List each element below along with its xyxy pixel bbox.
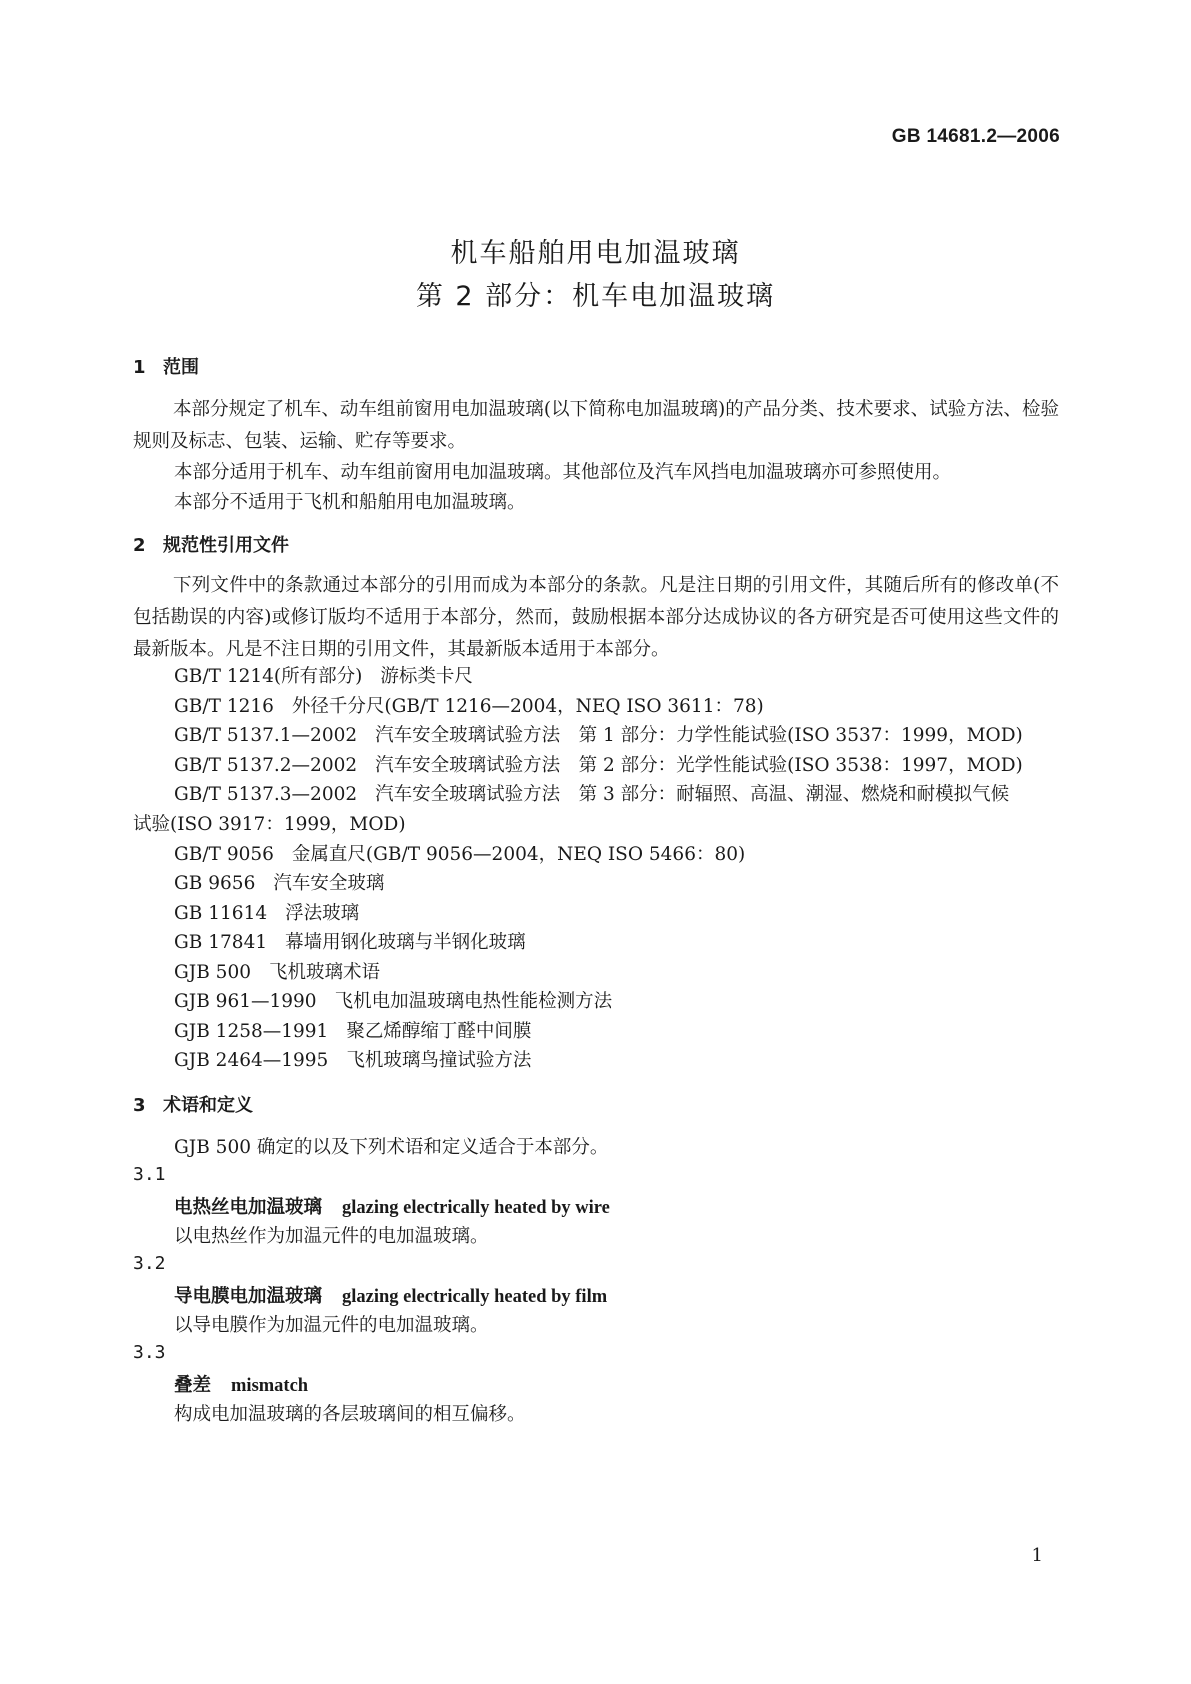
reference-code: GB 11614 (174, 903, 268, 924)
reference-item (174, 721, 1023, 747)
section-2-paragraph-1 (133, 570, 1059, 666)
term-zh: 叠差 (174, 1375, 212, 1396)
reference-item (174, 869, 384, 895)
reference-item-continuation: 试验(ISO 3917：1999，MOD) (133, 814, 406, 835)
term-en: glazing electrically heated by wire (342, 1198, 610, 1218)
reference-code: GB 9656 (174, 873, 256, 894)
reference-title: 飞机玻璃鸟撞试验方法 (346, 1050, 532, 1071)
reference-code: GB/T 5137.1—2002 (174, 725, 358, 746)
document-title-line2: 第 2 部分：机车电加温玻璃 (415, 281, 776, 312)
reference-item (174, 751, 1023, 777)
reference-item (174, 1046, 531, 1072)
reference-item (174, 928, 526, 954)
reference-title: 飞机电加温玻璃电热性能检测方法 (334, 991, 613, 1012)
document-title-line1: 机车船舶用电加温玻璃 (450, 238, 741, 269)
term-en: glazing electrically heated by film (342, 1287, 608, 1307)
term-number: 3.3 (133, 1342, 166, 1363)
section-number: 1 (133, 357, 146, 378)
section-title: 范围 (163, 357, 199, 378)
reference-code: GB 17841 (174, 932, 268, 953)
reference-item (174, 840, 745, 866)
term-en: mismatch (231, 1376, 309, 1396)
standard-number: GB 14681.2—2006 (891, 126, 1060, 147)
reference-code: GJB 2464—1995 (174, 1050, 329, 1071)
reference-item (174, 1017, 531, 1043)
term-heading (174, 1282, 607, 1308)
reference-code: GB/T 5137.2—2002 (174, 755, 358, 776)
reference-title: 汽车安全玻璃试验方法 第 1 部分：力学性能试验(ISO 3537：1999，MOD) (375, 725, 1023, 746)
reference-title: 浮法玻璃 (285, 903, 360, 924)
section-1-paragraph-3: 本部分不适用于飞机和船舶用电加温玻璃。 (174, 492, 526, 513)
reference-item (174, 692, 764, 718)
reference-code: GJB 1258—1991 (174, 1021, 329, 1042)
reference-item (174, 958, 380, 984)
reference-item (174, 987, 612, 1013)
reference-code: GB/T 9056 (174, 844, 274, 865)
reference-title: 外径千分尺(GB/T 1216—2004，NEQ ISO 3611：78) (291, 696, 764, 717)
reference-item (174, 899, 359, 925)
reference-code: GJB 500 (174, 962, 251, 983)
section-number: 3 (133, 1095, 146, 1116)
section-3-intro: GJB 500 确定的以及下列术语和定义适合于本部分。 (174, 1137, 609, 1158)
reference-code: GB/T 1216 (174, 696, 274, 717)
section-number: 2 (133, 535, 146, 556)
term-definition: 以导电膜作为加温元件的电加温玻璃。 (174, 1315, 489, 1336)
term-zh: 电热丝电加温玻璃 (174, 1197, 323, 1218)
term-definition: 以电热丝作为加温元件的电加温玻璃。 (174, 1226, 489, 1247)
section-1-paragraph-2: 本部分适用于机车、动车组前窗用电加温玻璃。其他部位及汽车风挡电加温玻璃亦可参照使用。 (174, 462, 952, 483)
reference-title: 游标类卡尺 (380, 666, 473, 687)
paragraph-text: 下列文件中的条款通过本部分的引用而成为本部分的条款。凡是注日期的引用文件，其随后所有的修改单(不包括勘误的内容)或修订版均不适用于本部分，然而，鼓励根据本部分达成协议的各方研究是否可使用这些文件的最新版本。凡是不注日期的引用文件，其最新版本适用于本部分。 (133, 575, 1059, 660)
term-heading (174, 1371, 308, 1397)
reference-code: GB/T 1214(所有部分) (174, 666, 363, 687)
term-number: 3.1 (133, 1164, 166, 1185)
reference-title: 聚乙烯醇缩丁醛中间膜 (346, 1021, 532, 1042)
page-number: 1 (1031, 1545, 1043, 1566)
section-title: 术语和定义 (163, 1095, 253, 1116)
term-number: 3.2 (133, 1253, 166, 1274)
reference-item (174, 662, 473, 688)
reference-title: 金属直尺(GB/T 9056—2004，NEQ ISO 5466：80) (291, 844, 746, 865)
reference-title: 飞机玻璃术语 (268, 962, 380, 983)
term-definition: 构成电加温玻璃的各层玻璃间的相互偏移。 (174, 1404, 526, 1425)
reference-code: GJB 961—1990 (174, 991, 317, 1012)
section-1-heading (133, 353, 199, 379)
section-title: 规范性引用文件 (163, 535, 289, 556)
paragraph-text: 本部分规定了机车、动车组前窗用电加温玻璃(以下简称电加温玻璃)的产品分类、技术要求、试验方法、检验规则及标志、包装、运输、贮存等要求。 (133, 399, 1059, 452)
reference-title: 汽车安全玻璃 (273, 873, 385, 894)
reference-title: 汽车安全玻璃试验方法 第 2 部分：光学性能试验(ISO 3538：1997，MOD) (375, 755, 1023, 776)
section-2-heading (133, 531, 289, 557)
reference-title: 汽车安全玻璃试验方法 第 3 部分：耐辐照、高温、潮湿、燃烧和耐模拟气候 (375, 784, 1010, 805)
reference-item (174, 780, 1009, 806)
term-heading (174, 1193, 610, 1219)
term-zh: 导电膜电加温玻璃 (174, 1286, 323, 1307)
reference-code: GB/T 5137.3—2002 (174, 784, 358, 805)
section-1-paragraph-1 (133, 394, 1059, 458)
section-3-heading (133, 1091, 253, 1117)
reference-title: 幕墙用钢化玻璃与半钢化玻璃 (285, 932, 526, 953)
